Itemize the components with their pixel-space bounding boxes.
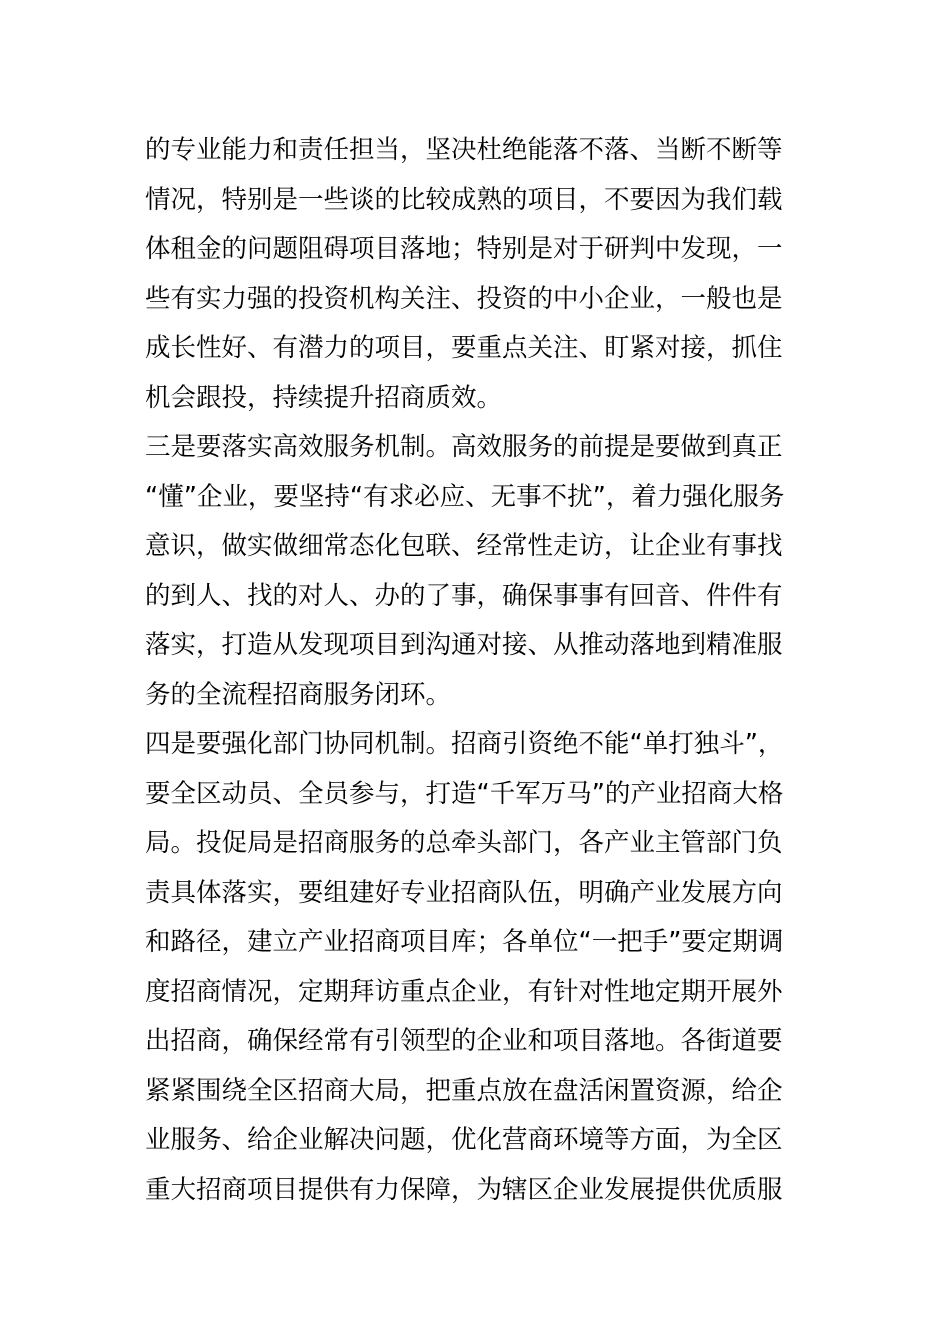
text-line: 度招商情况，定期拜访重点企业，有针对性地定期开展外	[145, 976, 783, 1007]
text-line: 责具体落实，要组建好专业招商队伍，明确产业发展方向	[145, 877, 783, 908]
text-line: 四是要强化部门协同机制。招商引资绝不能“单打独斗”，	[145, 729, 784, 759]
text-line: 业服务、给企业解决问题，优化营商环境等方面，为全区	[145, 1125, 783, 1155]
text-line: 的到人、找的对人、办的了事，确保事事有回音、件件有	[145, 580, 783, 611]
text-line: 成长性好、有潜力的项目，要重点关注、盯紧对接，抓住	[145, 333, 783, 363]
text-line: 三是要落实高效服务机制。高效服务的前提是要做到真正	[145, 432, 783, 462]
text-line: 和路径，建立产业招商项目库；各单位“一把手”要定期调	[145, 927, 784, 957]
text-line: 体租金的问题阻碍项目落地；特别是对于研判中发现，一	[145, 234, 783, 264]
text-line: 情况，特别是一些谈的比较成熟的项目，不要因为我们载	[145, 184, 783, 215]
text-line: 落实，打造从发现项目到沟通对接、从推动落地到精准服	[145, 630, 783, 660]
text-line: 意识，做实做细常态化包联、经常性走访，让企业有事找	[145, 531, 783, 561]
text-line: 出招商，确保经常有引领型的企业和项目落地。各街道要	[145, 1026, 783, 1056]
text-line: 要全区动员、全员参与，打造“千军万马”的产业招商大格	[145, 778, 784, 809]
text-line: “懂”企业，要坚持“有求必应、无事不扰”，着力强化服务	[145, 481, 785, 512]
text-line: 局。投促局是招商服务的总牵头部门，各产业主管部门负	[145, 828, 783, 858]
text-line: 务的全流程招商服务闭环。	[145, 679, 452, 710]
text-line: 的专业能力和责任担当，坚决杜绝能落不落、当断不断等	[145, 135, 783, 165]
text-line: 机会跟投，持续提升招商质效。	[145, 382, 503, 413]
text-line: 重大招商项目提供有力保障，为辖区企业发展提供优质服	[145, 1174, 783, 1205]
text-line: 些有实力强的投资机构关注、投资的中小企业，一般也是	[145, 283, 783, 314]
body-text	[145, 126, 815, 1215]
text-line: 紧紧围绕全区招商大局，把重点放在盘活闲置资源，给企	[145, 1075, 783, 1106]
